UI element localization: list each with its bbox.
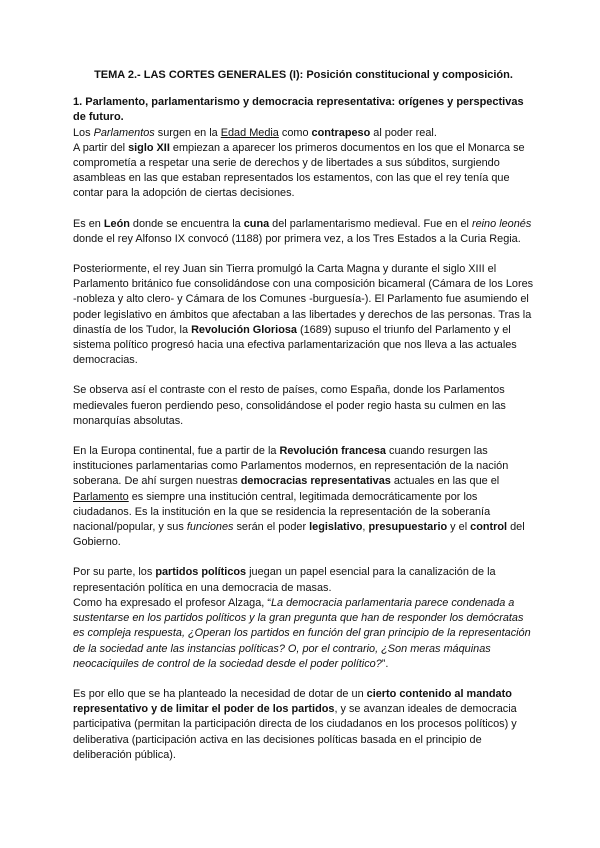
document-title: TEMA 2.- LAS CORTES GENERALES (I): Posición constitucional y composición. bbox=[94, 69, 513, 81]
paragraph-origins-line-1: Los Parlamentos surgen en la Edad Media como contrapeso al poder real. bbox=[73, 126, 437, 139]
alzaga-quote: Como ha expresado el profesor Alzaga, “La democracia parlamentaria parece condenada a sustentarse en los partidos políticos y la gran pregunta que han de responder los demócratas es compleja respuesta, ¿Operan los partidos en función del gran principio de la representación de la sociedad ante las instancias políticas? O, por el contrario, ¿Son meras máquinas neocaciquiles de control de la sociedad desde el poder político?”. bbox=[73, 596, 531, 670]
paragraph-origins-line-2: A partir del siglo XII empiezan a aparecer los primeros documentos en los que el Monarca se comprometía a respetar una serie de derechos y de libertades a sus súbditos, surgiendo asambleas en las que estaban representados los estamentos, con las que el rey tenía que contar para la adopción de ciertas decisiones. bbox=[73, 141, 525, 200]
paragraph-parties-line-1: Por su parte, los partidos políticos juegan un papel esencial para la canalización de la representación política en una democracia de masas. bbox=[73, 566, 496, 594]
paragraph-participative-democracy: Es por ello que se ha planteado la necesidad de dotar de un cierto contenido al mandato representativo y de limitar el poder de los partidos, y se avanzan ideales de democracia participativa (permitan la participación directa de los ciudadanos en los procesos políticos) y deliberativa (participación activa en las decisiones políticas basada en el principio de deliberación pública). bbox=[73, 687, 517, 761]
paragraph-leon: Es en León donde se encuentra la cuna del parlamentarismo medieval. Fue en el reino leonés donde el rey Alfonso IX convocó (1188) por primera vez, a los Tres Estados a la Curia Regia. bbox=[73, 217, 532, 245]
paragraph-british-parliament: Posteriormente, el rey Juan sin Tierra promulgó la Carta Magna y durante el siglo XIII el Parlamento británico fue consolidándose con una composición bicameral (Cámara de los Lores -nobleza y alto clero- y Cámara de los Comunes -burguesía-). El Parlamento fue asumiendo el poder legislativo en ámbitos que afectaban a las libertades y derechos de las personas. Tras la dinastía de los Tudor, la Revolución Gloriosa (1689) supuso el triunfo del Parlamento y el sistema político progresó hacia una efectiva parlamentarización que nos lleva a las actuales democracias. bbox=[73, 263, 534, 367]
section-heading: 1. Parlamento, parlamentarismo y democracia representativa: orígenes y perspectivas de futuro. bbox=[73, 96, 524, 124]
edad-media-link: Edad Media bbox=[220, 126, 279, 139]
paragraph-contrast: Se observa así el contraste con el resto de países, como España, donde los Parlamentos medievales fueron perdiendo peso, consolidándose el poder regio hasta su culmen en las monarquías absolutas. bbox=[73, 384, 506, 427]
paragraph-political-parties bbox=[73, 565, 534, 671]
paragraph-french-revolution: En la Europa continental, fue a partir de la Revolución francesa cuando resurgen las instituciones parlamentarias como Parlamentos modernos, en representación de la nación soberana. De ahí surgen nuestras democracias representativas actuales en las que el Parlamento es siempre una institución central, legitimada democráticamente por los ciudadanos. Es la institución en la que se residencia la representación de la soberanía nacional/popular, y sus funciones serán el poder legislativo, presupuestario y el control del Gobierno. bbox=[73, 445, 525, 549]
paragraph-origins bbox=[73, 126, 534, 202]
